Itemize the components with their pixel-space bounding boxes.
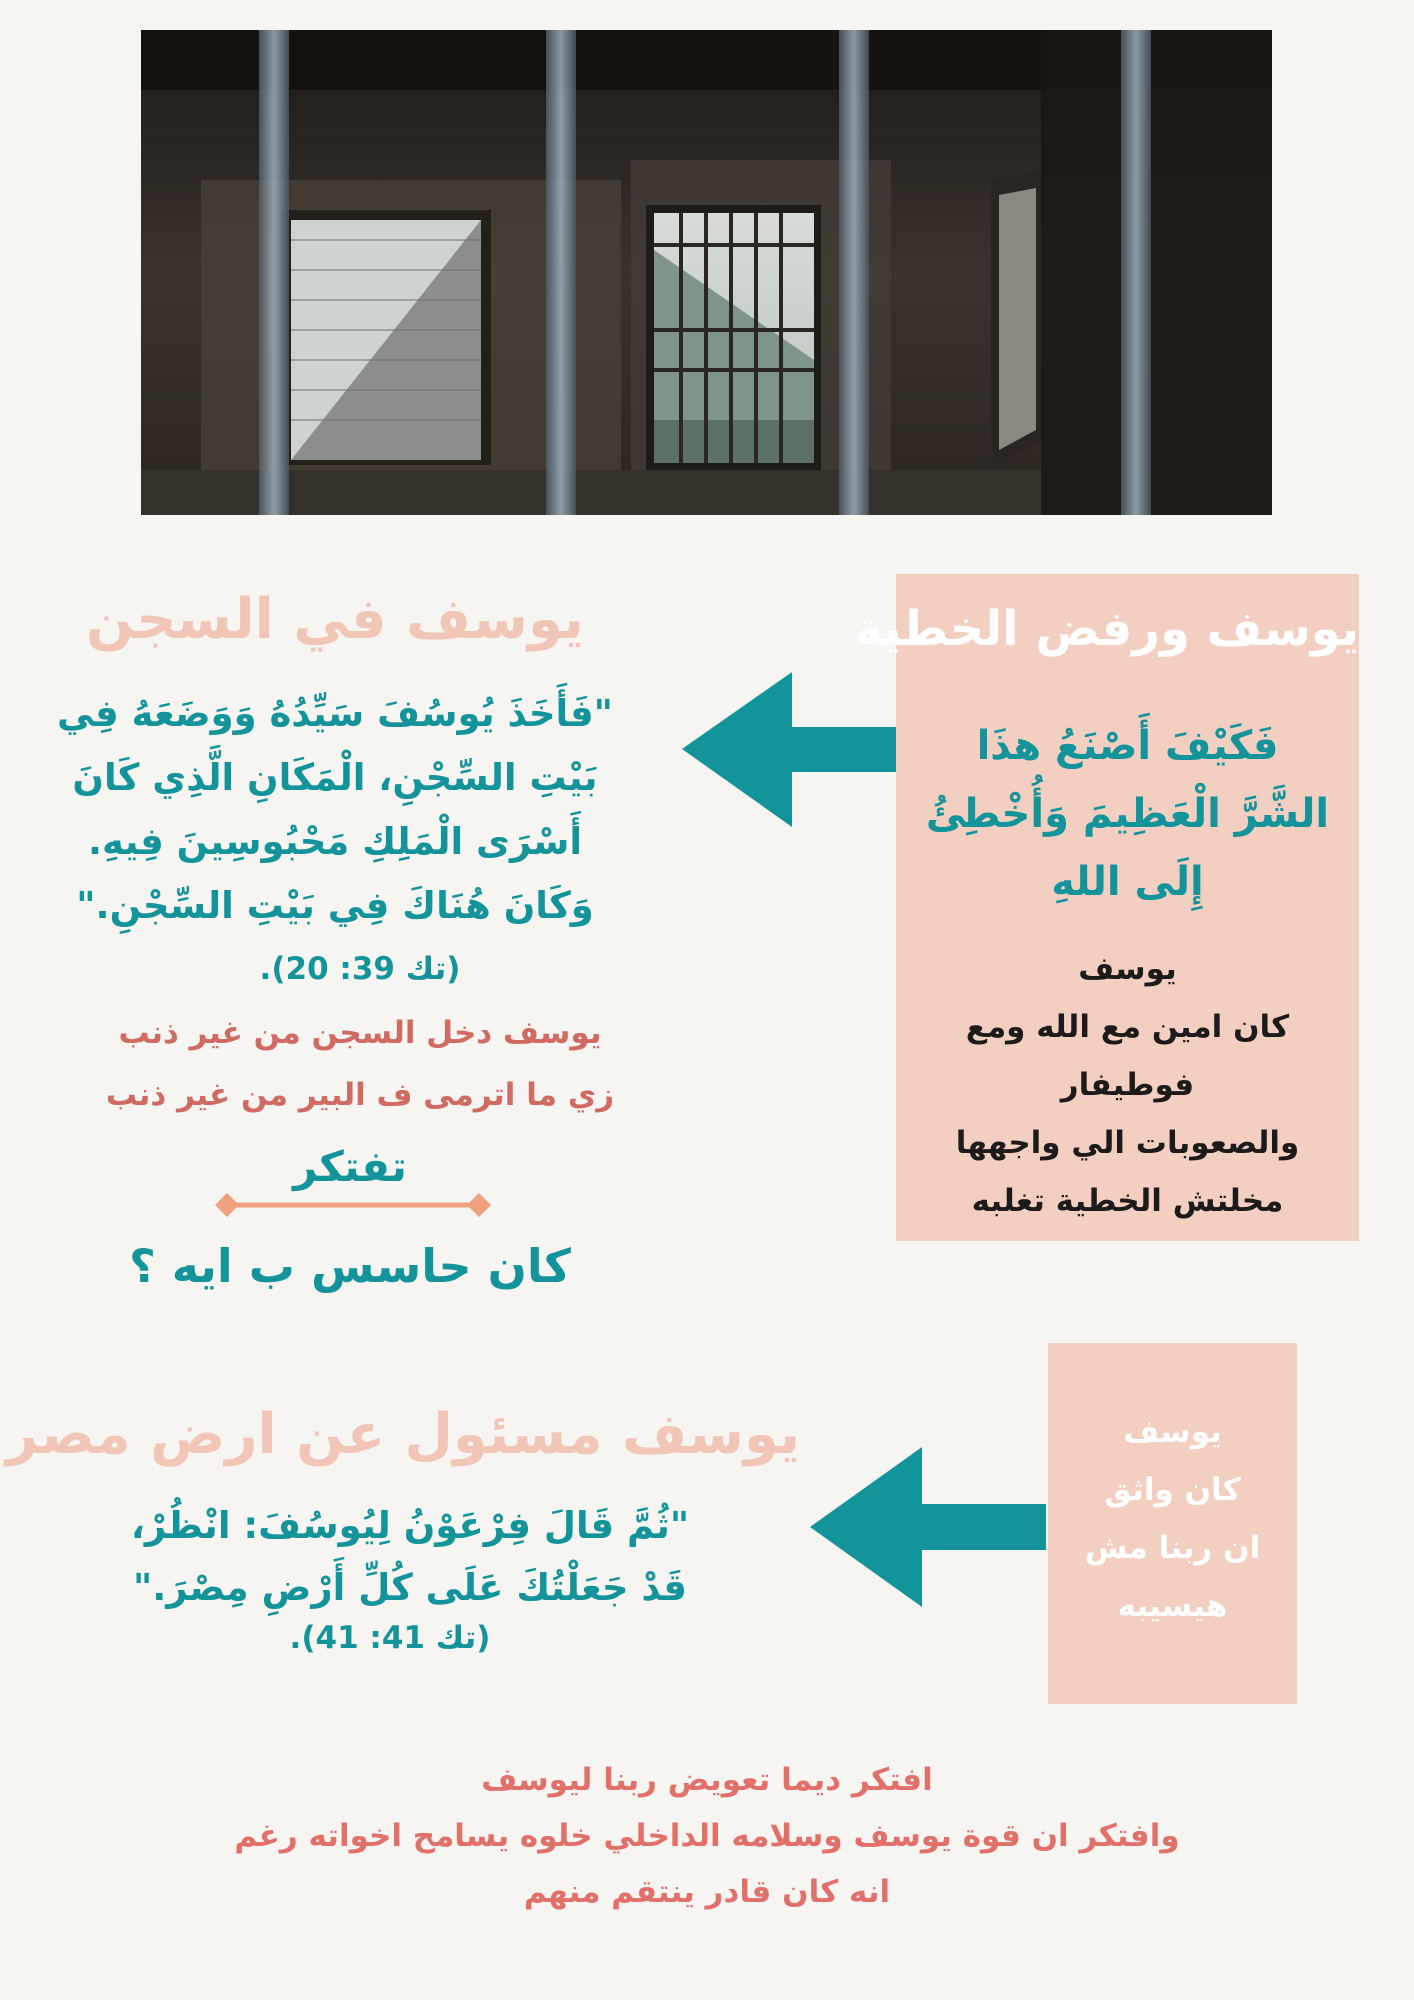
note-line: مخلتش الخطية تغلبه xyxy=(971,1183,1284,1219)
closing-line: انه كان قادر ينتقم منهم xyxy=(523,1874,891,1910)
verse-line: قَدْ جَعَلْتُكَ عَلَى كُلِّ أَرْضِ مِصْرَ." xyxy=(132,1566,688,1609)
section-title-egypt: يوسف مسئول عن ارض مصر xyxy=(5,1402,800,1467)
arrow-left-icon xyxy=(810,1447,1046,1607)
arrow-left-icon xyxy=(682,672,900,827)
note-line: فوطيفار xyxy=(1060,1067,1195,1103)
verse-line: "ثُمَّ قَالَ فِرْعَوْنُ لِيُوسُفَ: انْظُرْ، xyxy=(130,1504,690,1547)
prison-window-photo xyxy=(141,30,1272,515)
think-label: تفتكر xyxy=(293,1142,407,1191)
verse-line: بَيْتِ السِّجْنِ، الْمَكَانِ الَّذِي كَانَ xyxy=(72,756,598,799)
verse-line: وَكَانَ هُنَاكَ فِي بَيْتِ السِّجْنِ." xyxy=(76,884,594,927)
note-line: هيسيبه xyxy=(1117,1588,1228,1624)
note-line: كان واثق xyxy=(1104,1472,1241,1508)
note-line: يوسف دخل السجن من غير ذنب xyxy=(118,1015,602,1051)
note-line: يوسف xyxy=(1078,951,1177,987)
verse-line: أَسْرَى الْمَلِكِ مَحْبُوسِينَ فِيهِ. xyxy=(87,820,583,863)
verse-reference-prison: (تك 39: 20). xyxy=(259,951,461,987)
note-prison xyxy=(30,1002,690,1126)
verse-line: فَكَيْفَ أَصْنَعُ هذَا xyxy=(976,723,1279,769)
note-line: زي ما اترمى ف البير من غير ذنب xyxy=(105,1077,615,1113)
prison-photo-illustration xyxy=(141,30,1272,515)
verse-line: "فَأَخَذَ يُوسُفَ سَيِّدُهُ وَوَضَعَهُ فِي xyxy=(57,692,613,735)
verse-prison xyxy=(10,682,660,938)
closing-text xyxy=(20,1752,1394,1920)
box-verse xyxy=(896,712,1359,916)
info-box-refusing-sin xyxy=(854,574,1359,1241)
note-line: كان امين مع الله ومع xyxy=(965,1009,1290,1045)
note-line: ان ربنا مش xyxy=(1084,1530,1261,1566)
box-note xyxy=(1048,1403,1297,1635)
note-line: يوسف xyxy=(1123,1414,1222,1450)
box-note xyxy=(896,940,1359,1230)
verse-reference-egypt: (تك 41: 41). xyxy=(289,1620,491,1656)
reflection-question: كان حاسس ب ايه ؟ xyxy=(129,1239,571,1293)
verse-egypt xyxy=(60,1495,760,1619)
info-box-trust xyxy=(1048,1343,1297,1704)
closing-line: وافتكر ان قوة يوسف وسلامه الداخلي خلوه يسامح اخواته رغم xyxy=(234,1818,1180,1854)
note-line: والصعوبات الي واجهها xyxy=(955,1125,1300,1161)
section-title-prison: يوسف في السجن xyxy=(85,587,585,652)
closing-line: افتكر ديما تعويض ربنا ليوسف xyxy=(481,1762,933,1798)
divider-line xyxy=(213,1191,493,1219)
verse-line: إِلَى اللهِ xyxy=(1051,859,1204,905)
verse-line: الشَّرَّ الْعَظِيمَ وَأُخْطِئُ xyxy=(925,791,1330,837)
box-title: يوسف ورفض الخطية xyxy=(854,601,1359,657)
